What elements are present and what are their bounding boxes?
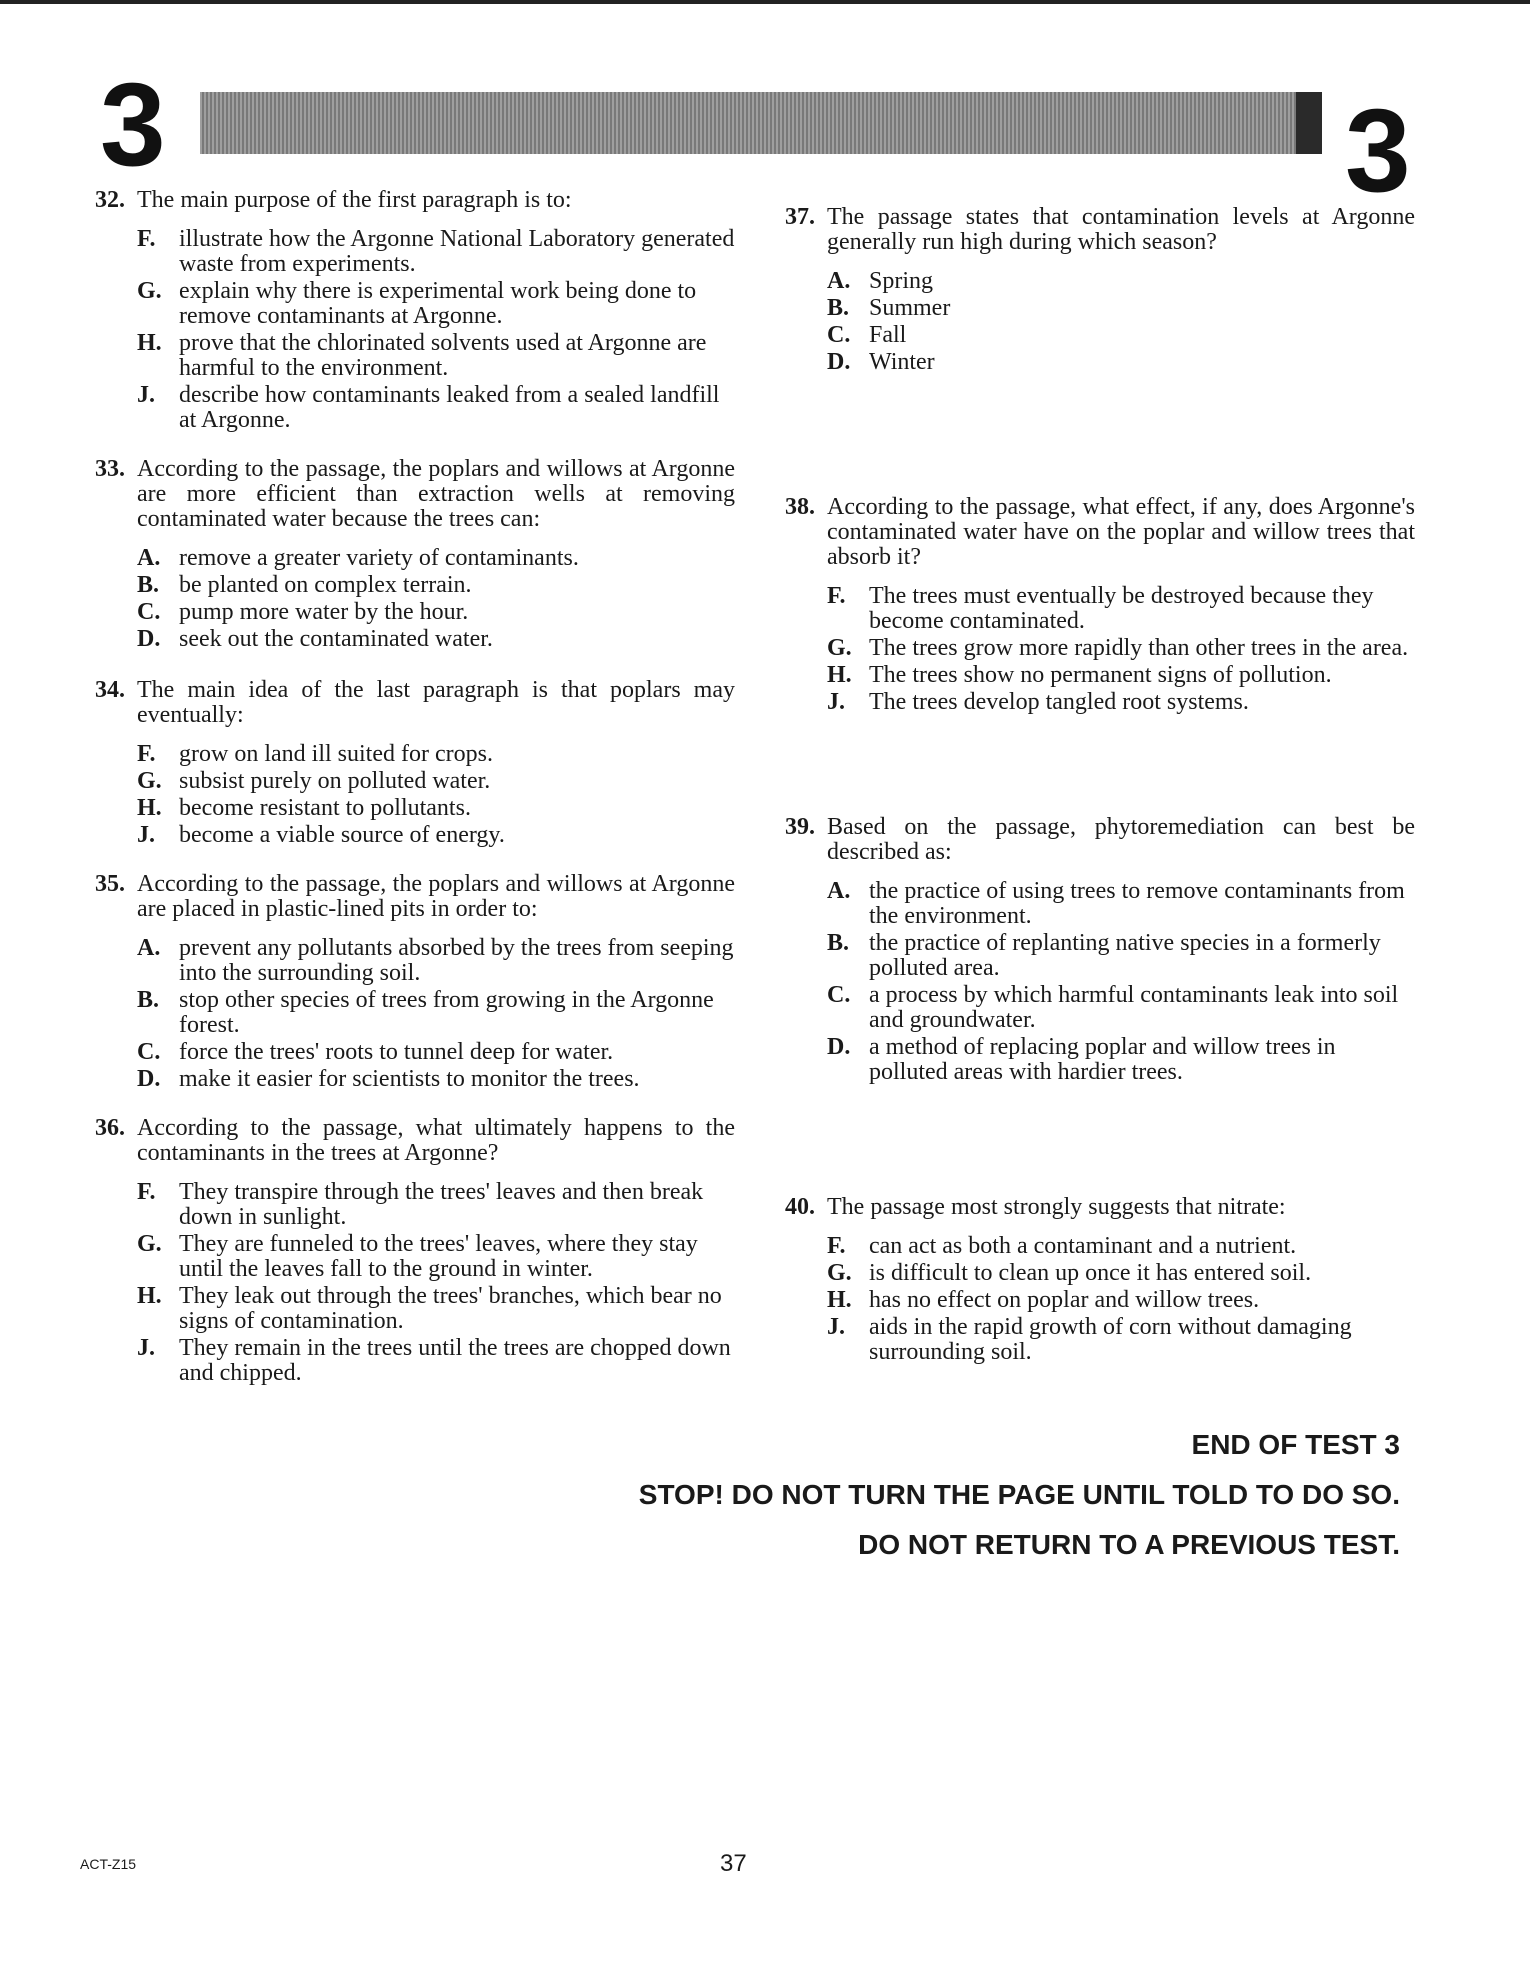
option-letter: F. — [827, 583, 846, 609]
option-letter: A. — [137, 935, 161, 961]
option-letter: J. — [827, 689, 845, 715]
answer-option[interactable] — [827, 663, 1415, 688]
answer-option[interactable] — [137, 1180, 735, 1230]
option-text: Winter — [869, 349, 935, 375]
option-text: make it easier for scientists to monitor the trees. — [179, 1066, 640, 1092]
option-text: become resistant to pollutants. — [179, 795, 471, 821]
answer-option[interactable] — [137, 769, 735, 794]
option-text: The trees show no permanent signs of pollution. — [869, 662, 1332, 688]
option-letter: B. — [827, 930, 850, 956]
option-letter: J. — [137, 1335, 155, 1361]
answer-option[interactable] — [827, 983, 1415, 1033]
answer-option[interactable] — [827, 636, 1415, 661]
option-letter: G. — [137, 768, 162, 794]
answer-option[interactable] — [827, 323, 1415, 348]
section-number-right: 3 — [1345, 85, 1411, 217]
no-return-instruction: DO NOT RETURN TO A PREVIOUS TEST. — [858, 1529, 1400, 1560]
question — [95, 872, 735, 1092]
answer-option[interactable] — [137, 227, 735, 277]
answer-option[interactable] — [827, 269, 1415, 294]
form-code: ACT-Z15 — [80, 1856, 137, 1872]
answer-option[interactable] — [137, 823, 735, 848]
option-text: Fall — [869, 322, 907, 348]
option-letter: B. — [137, 987, 160, 1013]
answer-options — [827, 269, 1415, 375]
answer-options — [827, 1234, 1415, 1365]
page-number: 37 — [720, 1850, 747, 1877]
option-letter: J. — [137, 382, 155, 408]
question — [95, 678, 735, 848]
question-number: 36. — [95, 1115, 125, 1141]
answer-option[interactable] — [137, 600, 735, 625]
answer-options — [827, 879, 1415, 1085]
answer-option[interactable] — [137, 1040, 735, 1065]
question-stem: According to the passage, the poplars and willows at Argonne are more efficient than extraction wells at removing contaminated water because the trees can: — [137, 456, 735, 532]
option-text: The trees grow more rapidly than other trees in the area. — [869, 635, 1409, 661]
answer-option[interactable] — [827, 584, 1415, 634]
question-number: 39. — [785, 814, 815, 840]
option-text: a method of replacing poplar and willow trees in polluted areas with hardier trees. — [869, 1034, 1336, 1085]
option-letter: B. — [137, 572, 160, 598]
option-text: aids in the rapid growth of corn without damaging surrounding soil. — [869, 1314, 1352, 1365]
option-letter: J. — [137, 822, 155, 848]
option-letter: D. — [137, 1066, 161, 1092]
option-text: the practice of using trees to remove contaminants from the environment. — [869, 878, 1405, 929]
question-number: 32. — [95, 187, 125, 213]
right-question-column — [785, 205, 1415, 1367]
answer-option[interactable] — [137, 331, 735, 381]
answer-option[interactable] — [137, 988, 735, 1038]
answer-option[interactable] — [137, 1067, 735, 1092]
option-text: They remain in the trees until the trees are chopped down and chipped. — [179, 1335, 731, 1386]
question-number: 35. — [95, 871, 125, 897]
answer-option[interactable] — [827, 931, 1415, 981]
option-text: They leak out through the trees' branches, which bear no signs of contamination. — [179, 1283, 722, 1334]
option-letter: F. — [137, 741, 156, 767]
answer-option[interactable] — [137, 383, 735, 433]
answer-option[interactable] — [137, 279, 735, 329]
option-text: illustrate how the Argonne National Laboratory generated waste from experiments. — [179, 226, 735, 277]
answer-option[interactable] — [827, 1315, 1415, 1365]
option-text: seek out the contaminated water. — [179, 626, 493, 652]
option-letter: J. — [827, 1314, 845, 1340]
option-letter: F. — [827, 1233, 846, 1259]
section-number-left: 3 — [100, 59, 166, 191]
option-letter: H. — [827, 662, 852, 688]
option-letter: A. — [137, 545, 161, 571]
option-letter: G. — [827, 635, 852, 661]
answer-option[interactable] — [827, 350, 1415, 375]
answer-options — [137, 742, 735, 848]
question-number: 40. — [785, 1194, 815, 1220]
answer-options — [137, 546, 735, 652]
question — [785, 205, 1415, 375]
answer-option[interactable] — [137, 742, 735, 767]
question-number: 38. — [785, 494, 815, 520]
answer-option[interactable] — [827, 690, 1415, 715]
question-stem: The passage most strongly suggests that nitrate: — [827, 1194, 1286, 1220]
answer-options — [827, 584, 1415, 715]
option-letter: F. — [137, 226, 156, 252]
option-letter: D. — [827, 349, 851, 375]
end-of-test-notice — [639, 1420, 1400, 1570]
question-stem: The main idea of the last paragraph is that poplars may eventually: — [137, 677, 735, 728]
option-text: describe how contaminants leaked from a sealed landfill at Argonne. — [179, 382, 720, 433]
answer-option[interactable] — [827, 1261, 1415, 1286]
option-letter: B. — [827, 295, 850, 321]
option-text: pump more water by the hour. — [179, 599, 469, 625]
option-letter: H. — [827, 1287, 852, 1313]
answer-option[interactable] — [137, 573, 735, 598]
question — [95, 188, 735, 433]
left-question-column — [95, 188, 735, 1388]
section-header-band — [200, 92, 1322, 154]
answer-option[interactable] — [827, 1234, 1415, 1259]
option-text: prove that the chlorinated solvents used at Argonne are harmful to the environment. — [179, 330, 707, 381]
option-letter: C. — [137, 1039, 161, 1065]
option-text: They are funneled to the trees' leaves, where they stay until the leaves fall to the ground in winter. — [179, 1231, 698, 1282]
stop-instruction: STOP! DO NOT TURN THE PAGE UNTIL TOLD TO DO SO. — [638, 1479, 1400, 1510]
answer-option[interactable] — [137, 936, 735, 986]
answer-option[interactable] — [827, 1035, 1415, 1085]
answer-options — [137, 1180, 735, 1386]
answer-options — [137, 936, 735, 1092]
question — [785, 815, 1415, 1085]
option-text: Spring — [869, 268, 934, 294]
option-letter: H. — [137, 330, 162, 356]
question-number: 33. — [95, 456, 125, 482]
option-text: The trees must eventually be destroyed because they become contaminated. — [869, 583, 1374, 634]
end-of-test-title: END OF TEST 3 — [1191, 1429, 1400, 1460]
question-stem: According to the passage, what effect, if any, does Argonne's contaminated water have on the poplar and willow trees that absorb it? — [827, 494, 1415, 570]
option-text: force the trees' roots to tunnel deep for water. — [179, 1039, 614, 1065]
question — [95, 1116, 735, 1386]
answer-option[interactable] — [137, 627, 735, 652]
question — [785, 495, 1415, 715]
question-stem: According to the passage, what ultimately happens to the contaminants in the trees at Argonne? — [137, 1115, 735, 1166]
answer-option[interactable] — [137, 1284, 735, 1334]
option-text: become a viable source of energy. — [179, 822, 505, 848]
question-number: 37. — [785, 204, 815, 230]
option-text: stop other species of trees from growing in the Argonne forest. — [179, 987, 714, 1038]
option-text: can act as both a contaminant and a nutrient. — [869, 1233, 1297, 1259]
option-letter: A. — [827, 268, 851, 294]
answer-option[interactable] — [137, 1336, 735, 1386]
question-number: 34. — [95, 677, 125, 703]
question-stem: The passage states that contamination levels at Argonne generally run high during which season? — [827, 204, 1415, 255]
option-text: the practice of replanting native species in a formerly polluted area. — [869, 930, 1381, 981]
option-text: is difficult to clean up once it has entered soil. — [869, 1260, 1312, 1286]
answer-option[interactable] — [827, 296, 1415, 321]
option-text: prevent any pollutants absorbed by the trees from seeping into the surrounding soil. — [179, 935, 734, 986]
option-text: They transpire through the trees' leaves and then break down in sunlight. — [179, 1179, 704, 1230]
option-letter: D. — [137, 626, 161, 652]
option-text: Summer — [869, 295, 951, 321]
answer-option[interactable] — [137, 1232, 735, 1282]
question — [785, 1195, 1415, 1365]
option-text: subsist purely on polluted water. — [179, 768, 491, 794]
option-text: The trees develop tangled root systems. — [869, 689, 1249, 715]
option-letter: C. — [827, 322, 851, 348]
top-border — [0, 0, 1530, 4]
option-letter: H. — [137, 1283, 162, 1309]
option-text: explain why there is experimental work being done to remove contaminants at Argonne. — [179, 278, 697, 329]
question-stem: The main purpose of the first paragraph is to: — [137, 187, 572, 213]
answer-option[interactable] — [137, 796, 735, 821]
option-letter: G. — [137, 278, 162, 304]
option-text: has no effect on poplar and willow trees. — [869, 1287, 1260, 1313]
option-letter: G. — [827, 1260, 852, 1286]
answer-option[interactable] — [137, 546, 735, 571]
option-letter: H. — [137, 795, 162, 821]
answer-options — [137, 227, 735, 433]
option-letter: G. — [137, 1231, 162, 1257]
option-letter: D. — [827, 1034, 851, 1060]
question-stem: Based on the passage, phytoremediation can best be described as: — [827, 814, 1415, 865]
option-letter: C. — [137, 599, 161, 625]
option-text: remove a greater variety of contaminants. — [179, 545, 579, 571]
option-letter: C. — [827, 982, 851, 1008]
option-letter: F. — [137, 1179, 156, 1205]
option-text: grow on land ill suited for crops. — [179, 741, 493, 767]
question-stem: According to the passage, the poplars and willows at Argonne are placed in plastic-lined pits in order to: — [137, 871, 735, 922]
answer-option[interactable] — [827, 879, 1415, 929]
option-text: a process by which harmful contaminants leak into soil and groundwater. — [869, 982, 1399, 1033]
answer-option[interactable] — [827, 1288, 1415, 1313]
question — [95, 457, 735, 652]
option-letter: A. — [827, 878, 851, 904]
option-text: be planted on complex terrain. — [179, 572, 472, 598]
